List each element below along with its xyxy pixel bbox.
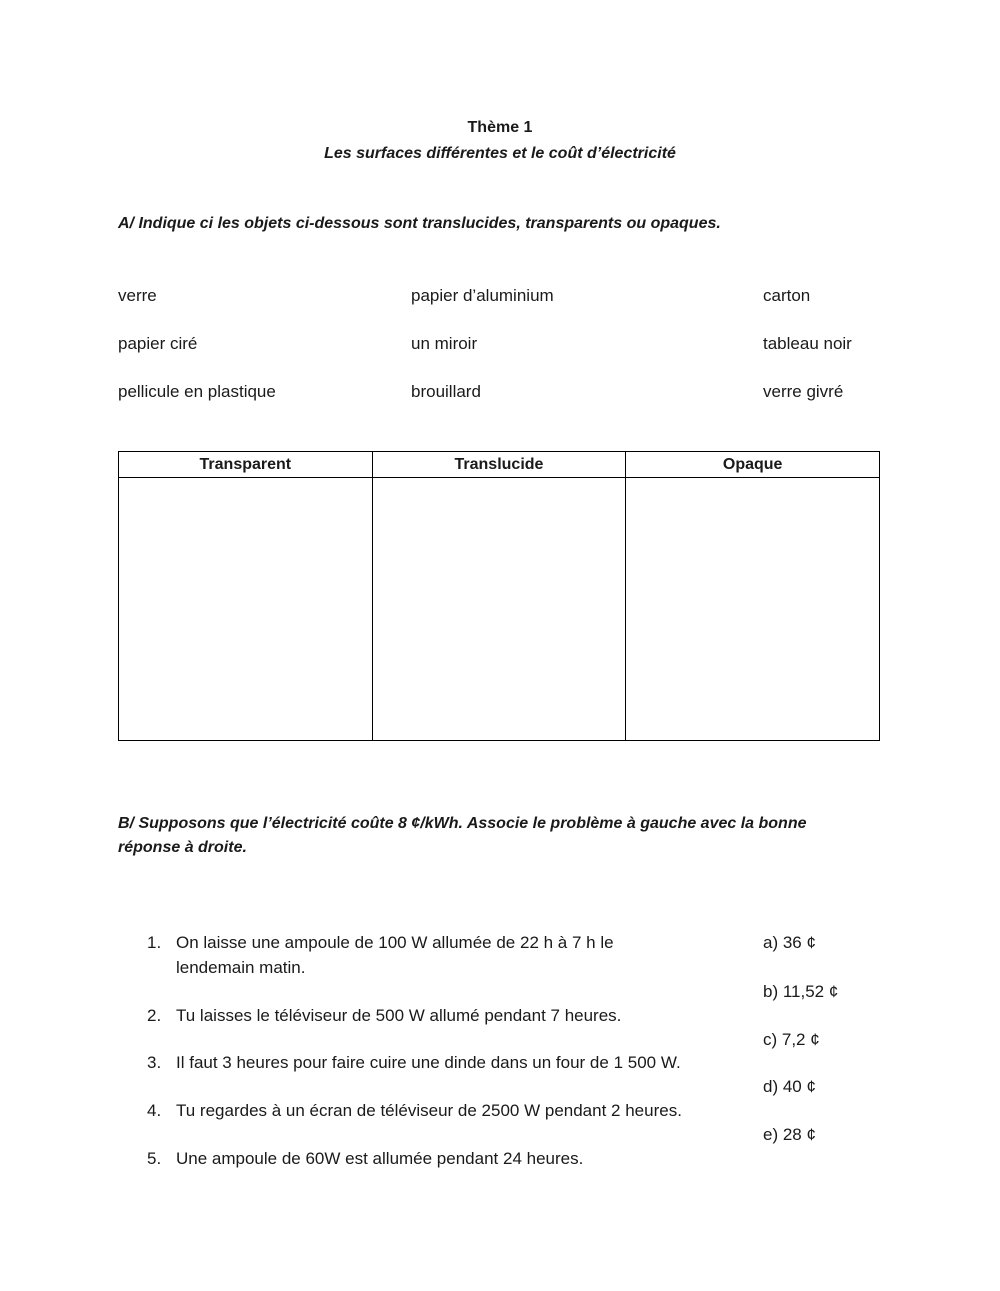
page-title: Thème 1 — [467, 119, 533, 136]
word-item: verre givré — [763, 382, 844, 401]
drop-zone-translucide[interactable] — [372, 478, 626, 741]
sorting-table — [118, 451, 880, 741]
answer-option[interactable]: a) 36 ¢ — [763, 933, 816, 952]
word-item: carton — [763, 286, 811, 305]
word-item: papier d’aluminium — [411, 286, 554, 305]
word-item: pellicule en plastique — [118, 382, 276, 401]
problem-number: 3. — [147, 1053, 162, 1072]
section-b-instruction-line1: B/ Supposons que l’électricité coûte 8 ¢/kWh. Associe le problème à gauche avec la bonne — [118, 815, 807, 832]
section-b-instruction-line2: réponse à droite. — [118, 839, 247, 856]
answer-option[interactable]: b) 11,52 ¢ — [763, 982, 839, 1001]
word-item: papier ciré — [118, 334, 198, 353]
word-item: verre — [118, 286, 157, 305]
word-item: un miroir — [411, 334, 478, 353]
problem-text: lendemain matin. — [176, 958, 306, 977]
problem-text: On laisse une ampoule de 100 W allumée de 22 h à 7 h le — [176, 933, 614, 952]
problem-text: Tu regardes à un écran de téléviseur de 2500 W pendant 2 heures. — [176, 1101, 682, 1120]
problem-text: Tu laisses le téléviseur de 500 W allumé pendant 7 heures. — [176, 1006, 622, 1025]
problem-text: Une ampoule de 60W est allumée pendant 24 heures. — [176, 1149, 584, 1168]
problem-text: Il faut 3 heures pour faire cuire une dinde dans un four de 1 500 W. — [176, 1053, 681, 1072]
column-header-opaque: Opaque — [626, 452, 880, 478]
problem-number: 4. — [147, 1101, 162, 1120]
drop-zone-opaque[interactable] — [626, 478, 880, 741]
answer-option[interactable]: e) 28 ¢ — [763, 1125, 816, 1144]
column-header-transparent: Transparent — [119, 452, 373, 478]
section-a-instruction: A/ Indique ci les objets ci-dessous sont translucides, transparents ou opaques. — [118, 215, 721, 232]
problem-number: 5. — [147, 1149, 162, 1168]
page-subtitle: Les surfaces différentes et le coût d’électricité — [324, 145, 676, 162]
drop-zone-transparent[interactable] — [119, 478, 373, 741]
answer-option[interactable]: d) 40 ¢ — [763, 1077, 816, 1096]
word-item: brouillard — [411, 382, 481, 401]
problem-number: 2. — [147, 1006, 162, 1025]
problem-number: 1. — [147, 933, 162, 952]
answer-option[interactable]: c) 7,2 ¢ — [763, 1030, 820, 1049]
word-item: tableau noir — [763, 334, 852, 353]
column-header-translucide: Translucide — [372, 452, 626, 478]
